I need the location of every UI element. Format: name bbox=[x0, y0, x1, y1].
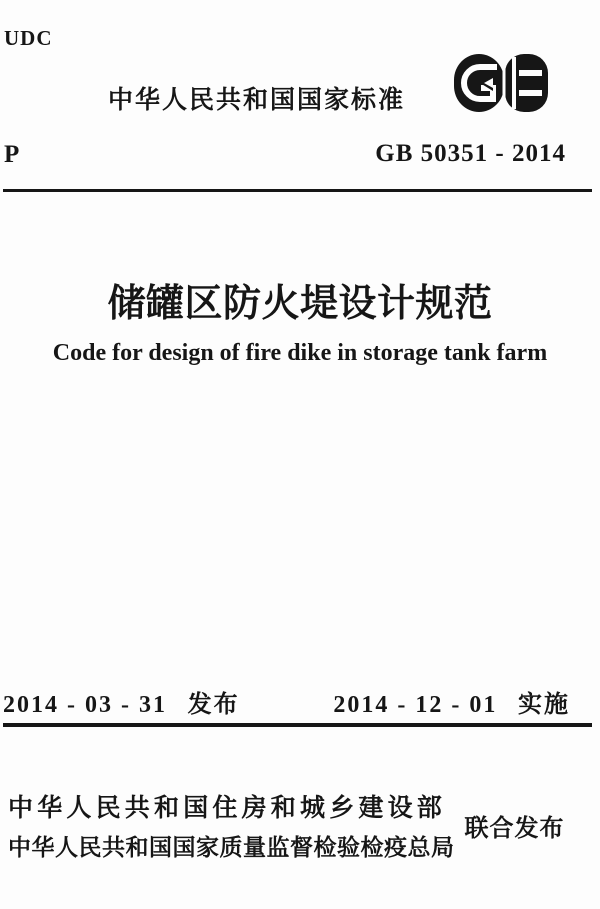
joint-publish-label: 联合发布 bbox=[464, 814, 565, 842]
top-divider bbox=[3, 189, 592, 192]
udc-code: UDC bbox=[4, 26, 53, 50]
bottom-divider bbox=[3, 723, 592, 727]
implement-date-group bbox=[333, 684, 570, 719]
implement-label: 实施 bbox=[518, 691, 570, 718]
dates-row bbox=[3, 684, 570, 719]
title-chinese: 储罐区防火堤设计规范 bbox=[107, 280, 493, 325]
classification-code: P bbox=[4, 141, 20, 168]
publishers-block bbox=[8, 788, 576, 862]
title-english: Code for design of fire dike in storage tank farm bbox=[52, 340, 548, 366]
gb-logo-icon bbox=[453, 50, 549, 116]
issue-label: 发布 bbox=[187, 691, 240, 718]
standard-number: GB 50351 - 2014 bbox=[375, 140, 566, 167]
publisher-2: 中华人民共和国国家质量监督检验检疫总局 bbox=[8, 834, 455, 860]
issue-date: 2014 - 03 - 31 bbox=[3, 692, 167, 718]
publisher-1: 中华人民共和国住房和城乡建设部 bbox=[8, 794, 447, 822]
standard-heading: 中华人民共和国国家标准 bbox=[108, 86, 406, 114]
publisher-names bbox=[8, 788, 455, 862]
issue-date-group bbox=[3, 684, 240, 719]
implement-date: 2014 - 12 - 01 bbox=[333, 692, 498, 718]
